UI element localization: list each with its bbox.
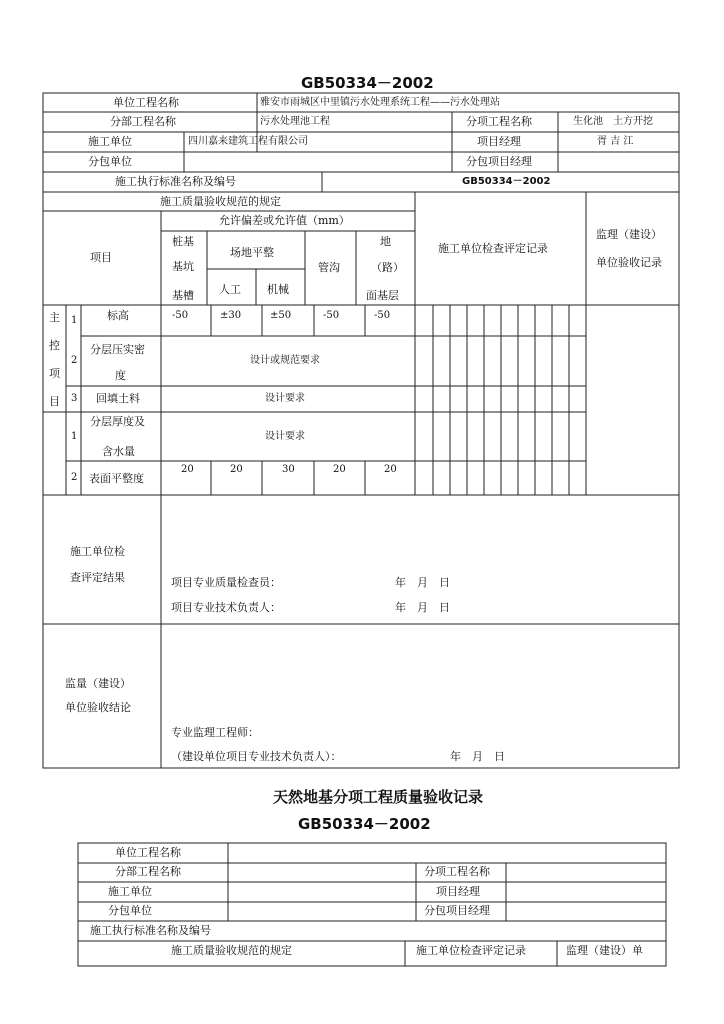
spec-header: 施工质量验收规范的规定 [160, 195, 281, 208]
row-index: 1 [71, 431, 78, 442]
result-label-1: 施工单位检 [70, 545, 125, 558]
value-cell: 20 [333, 464, 346, 475]
pm-value: 胥 吉 江 [597, 136, 634, 147]
col-pile-3: 基槽 [172, 289, 194, 302]
subitem-label: 分项工程名称 [466, 115, 532, 128]
division-label: 分部工程名称 [110, 115, 176, 128]
subitem-value: 生化池 土方开挖 [573, 116, 653, 127]
form2-subitem-label: 分项工程名称 [424, 865, 490, 878]
tech-lead-label: 项目专业技术负责人： [171, 601, 281, 614]
value-cell: 30 [282, 464, 295, 475]
item-compaction-2: 度 [115, 369, 126, 382]
col-road-2: （路） [371, 261, 404, 274]
main-group-char: 目 [49, 395, 60, 408]
tolerance-header: 允许偏差或允许值（mm） [219, 214, 350, 227]
row-index: 2 [71, 355, 78, 366]
main-group-char: 项 [49, 367, 60, 380]
standard-value: GB50334－2002 [462, 176, 551, 187]
item-elevation: 标高 [107, 309, 129, 322]
sub-pm-label: 分包项目经理 [466, 155, 532, 168]
result-label-2: 查评定结果 [70, 571, 125, 584]
inspector-label: 项目专业质量检查员： [171, 576, 281, 589]
layer-requirement: 设计要求 [265, 431, 305, 442]
form2-spec-header: 施工质量验收规范的规定 [171, 944, 292, 957]
col-manual: 人工 [219, 283, 241, 296]
form2-title: 天然地基分项工程质量验收记录 [273, 788, 484, 806]
owner-tech-label: （建设单位项目专业技术负责人）： [171, 750, 342, 763]
check-record-header: 施工单位检查评定记录 [438, 242, 548, 255]
form2-check-record-header: 施工单位检查评定记录 [416, 944, 526, 957]
value-cell: 20 [230, 464, 243, 475]
document-title: GB50334－2002 [301, 74, 434, 92]
acceptance-label-2: 单位验收结论 [65, 701, 131, 714]
value-cell: -50 [323, 310, 340, 321]
standard-label: 施工执行标准名称及编号 [115, 175, 236, 188]
col-pipe-trench: 管沟 [318, 261, 340, 274]
inspector-date: 年 月 日 [395, 576, 450, 589]
supervisor-header-1: 监理（建设） [596, 228, 662, 241]
unit-project-label: 单位工程名称 [113, 96, 179, 109]
form2-standard-label: 施工执行标准名称及编号 [90, 924, 211, 937]
row-index: 3 [71, 393, 78, 404]
compaction-requirement: 设计或规范要求 [250, 355, 320, 366]
row-index: 2 [71, 472, 78, 483]
contractor-value: 四川嘉来建筑工程有限公司 [188, 136, 308, 147]
col-site-leveling: 场地平整 [230, 246, 274, 259]
form2-contractor-label: 施工单位 [108, 885, 152, 898]
division-value: 污水处理池工程 [260, 116, 330, 127]
col-pile-1: 桩基 [172, 235, 194, 248]
form2-pm-label: 项目经理 [436, 885, 480, 898]
subcontractor-label: 分包单位 [88, 155, 132, 168]
item-compaction-1: 分层压实密 [90, 343, 145, 356]
form2-supervisor-header: 监理（建设）单 [566, 944, 643, 957]
supervisor-header-2: 单位验收记录 [596, 256, 662, 269]
form2-unit-project-label: 单位工程名称 [115, 846, 181, 859]
form2-division-label: 分部工程名称 [115, 865, 181, 878]
backfill-requirement: 设计要求 [265, 393, 305, 404]
value-cell: ±50 [270, 310, 292, 321]
row-index: 1 [71, 315, 78, 326]
col-pile-2: 基坑 [172, 260, 194, 273]
form2-code: GB50334－2002 [298, 815, 431, 833]
pm-label: 项目经理 [477, 135, 521, 148]
unit-project-value: 雅安市雨城区中里镇污水处理系统工程——污水处理站 [260, 97, 500, 108]
item-layer-thickness-1: 分层厚度及 [90, 415, 145, 428]
value-cell: -50 [172, 310, 189, 321]
main-group-char: 主 [49, 311, 60, 324]
item-header: 项目 [90, 251, 112, 264]
value-cell: 20 [181, 464, 194, 475]
tech-lead-date: 年 月 日 [395, 601, 450, 614]
col-machine: 机械 [267, 283, 289, 296]
col-road-3: 面基层 [366, 289, 399, 302]
value-cell: ±30 [220, 310, 242, 321]
engineer-label: 专业监理工程师： [171, 726, 259, 739]
item-flatness: 表面平整度 [89, 472, 144, 485]
value-cell: -50 [374, 310, 391, 321]
item-layer-thickness-2: 含水量 [102, 445, 135, 458]
value-cell: 20 [384, 464, 397, 475]
acceptance-label-1: 监量（建设） [65, 677, 131, 690]
form2-subcontractor-label: 分包单位 [108, 904, 152, 917]
main-group-char: 控 [49, 339, 60, 352]
col-road-1: 地 [380, 235, 391, 248]
acceptance-date: 年 月 日 [450, 750, 505, 763]
contractor-label: 施工单位 [88, 135, 132, 148]
form2-sub-pm-label: 分包项目经理 [424, 904, 490, 917]
item-backfill: 回填土料 [96, 392, 140, 405]
